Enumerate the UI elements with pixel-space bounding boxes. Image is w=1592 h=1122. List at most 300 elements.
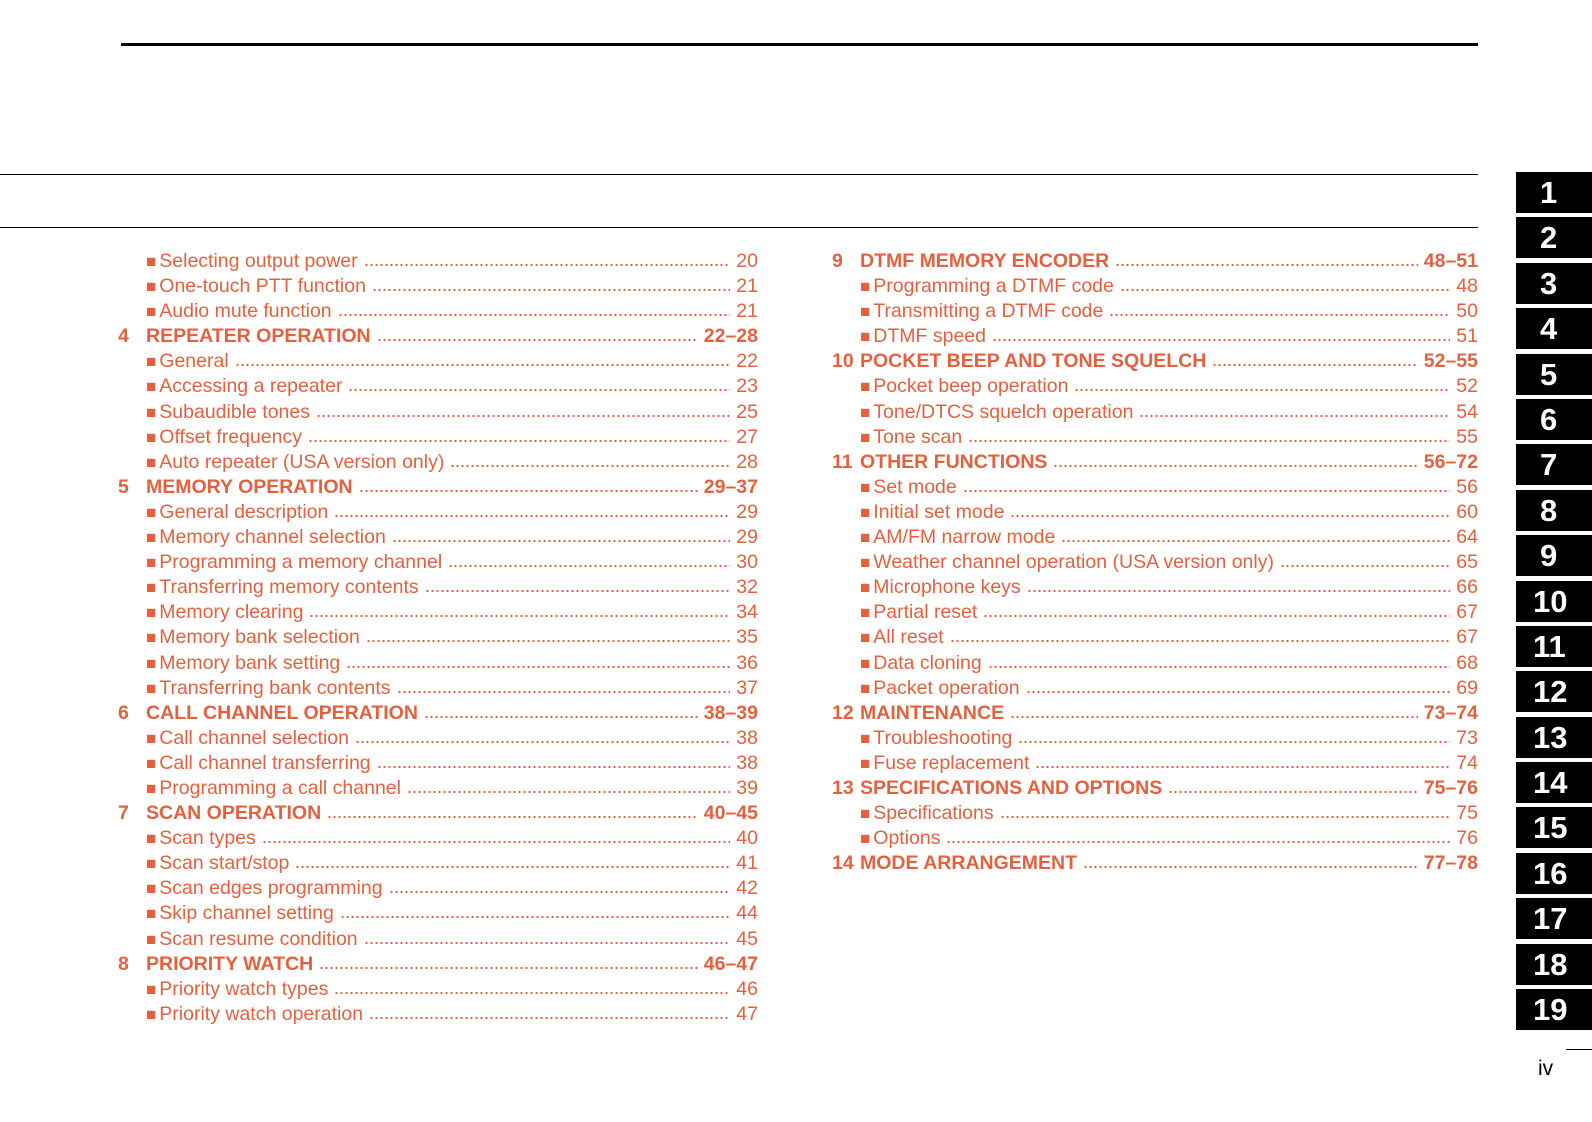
dot-leader — [450, 449, 730, 468]
dot-leader — [359, 474, 698, 493]
square-bullet-icon: ■ — [860, 377, 871, 397]
square-bullet-icon: ■ — [860, 327, 871, 347]
toc-section-entry[interactable] — [832, 499, 1478, 524]
page-number: 29 — [736, 500, 758, 523]
page-number: 67 — [1456, 601, 1478, 624]
chapter-number: 10 — [832, 350, 854, 373]
dot-leader — [327, 800, 698, 819]
toc-section-entry[interactable] — [118, 574, 758, 599]
dot-leader — [1026, 675, 1451, 694]
toc-section-entry[interactable] — [118, 524, 758, 549]
entry-title: Scan types — [159, 827, 256, 850]
page-number: 25 — [736, 400, 758, 423]
dot-leader — [295, 850, 730, 869]
square-bullet-icon: ■ — [860, 427, 871, 447]
square-bullet-icon: ■ — [146, 528, 157, 548]
page-number: 68 — [1456, 651, 1478, 674]
chapter-tab-2[interactable]: 2 — [1516, 217, 1592, 258]
square-bullet-icon: ■ — [860, 402, 871, 422]
dot-leader — [1115, 248, 1418, 267]
toc-section-entry[interactable] — [118, 1001, 758, 1026]
page-number: 76 — [1456, 827, 1478, 850]
toc-section-entry[interactable] — [118, 273, 758, 298]
entry-title: Accessing a repeater — [159, 375, 343, 398]
dot-leader — [392, 524, 730, 543]
square-bullet-icon: ■ — [146, 728, 157, 748]
page-number: 66 — [1456, 576, 1478, 599]
chapter-tab-17[interactable]: 17 — [1516, 898, 1592, 939]
folio-rule — [1566, 1049, 1592, 1050]
square-bullet-icon: ■ — [146, 678, 157, 698]
square-bullet-icon: ■ — [146, 277, 157, 297]
square-bullet-icon: ■ — [860, 578, 871, 598]
page-number: 34 — [736, 601, 758, 624]
toc-chapter-entry[interactable] — [118, 951, 758, 976]
square-bullet-icon: ■ — [146, 578, 157, 598]
square-bullet-icon: ■ — [146, 904, 157, 924]
toc-section-entry[interactable] — [118, 424, 758, 449]
chapter-number: 9 — [832, 250, 843, 272]
page-number: 45 — [736, 927, 758, 950]
chapter-number: 14 — [832, 852, 854, 875]
toc-section-entry[interactable] — [118, 449, 758, 474]
square-bullet-icon: ■ — [146, 402, 157, 422]
chapter-tab-5[interactable]: 5 — [1516, 354, 1592, 395]
toc-section-entry[interactable] — [832, 650, 1478, 675]
toc-section-entry[interactable] — [832, 399, 1478, 424]
page-number: 39 — [736, 776, 758, 799]
page-number: 23 — [736, 375, 758, 398]
square-bullet-icon: ■ — [146, 829, 157, 849]
toc-chapter-entry[interactable] — [118, 700, 758, 725]
chapter-tab-1[interactable]: 1 — [1516, 172, 1592, 213]
entry-title: Scan edges programming — [159, 877, 383, 900]
dot-leader — [1083, 850, 1418, 869]
toc-left-column — [118, 248, 758, 1026]
dot-leader — [946, 825, 1450, 844]
square-bullet-icon: ■ — [146, 553, 157, 573]
toc-section-entry[interactable] — [832, 424, 1478, 449]
toc-section-entry[interactable] — [832, 298, 1478, 323]
dot-leader — [992, 323, 1450, 342]
entry-title: MAINTENANCE — [860, 701, 1005, 724]
entry-title: Transferring memory contents — [159, 576, 419, 599]
toc-section-entry[interactable] — [832, 725, 1478, 750]
page-number: 73–74 — [1423, 701, 1478, 724]
toc-chapter-entry[interactable] — [832, 348, 1478, 373]
entry-title: Priority watch operation — [159, 1002, 364, 1025]
chapter-tab-4[interactable]: 4 — [1516, 308, 1592, 349]
entry-title: Call channel selection — [159, 726, 349, 749]
dot-leader — [366, 624, 731, 643]
chapter-number: 4 — [118, 325, 129, 348]
dot-leader — [316, 399, 730, 418]
dot-leader — [983, 599, 1450, 618]
page-number: 30 — [736, 551, 758, 574]
dot-leader — [355, 725, 730, 744]
square-bullet-icon: ■ — [860, 753, 871, 773]
dot-leader — [1280, 549, 1450, 568]
page-number: 52–55 — [1423, 350, 1478, 373]
page-number: 56–72 — [1423, 450, 1478, 473]
dot-leader — [1010, 499, 1450, 518]
entry-title: One-touch PTT function — [159, 275, 366, 298]
dot-leader — [235, 348, 731, 367]
square-bullet-icon: ■ — [860, 277, 871, 297]
toc-section-entry[interactable] — [118, 850, 758, 875]
dot-leader — [334, 499, 730, 518]
page-number: 46 — [736, 977, 758, 1000]
entry-title: Priority watch types — [159, 977, 329, 1000]
chapter-number: 7 — [118, 802, 129, 825]
dot-leader — [1035, 750, 1450, 769]
entry-title: POCKET BEEP AND TONE SQUELCH — [860, 350, 1207, 373]
entry-title: Audio mute function — [159, 300, 332, 323]
dot-leader — [1061, 524, 1450, 543]
page-number: 50 — [1456, 300, 1478, 323]
chapter-tab-11[interactable]: 11 — [1516, 626, 1592, 667]
toc-section-entry[interactable] — [118, 675, 758, 700]
square-bullet-icon: ■ — [146, 352, 157, 372]
chapter-number: 13 — [832, 776, 854, 799]
entry-title: Call channel transferring — [159, 751, 371, 774]
dot-leader — [950, 624, 1451, 643]
chapter-tab-10[interactable]: 10 — [1516, 581, 1592, 622]
toc-chapter-entry[interactable] — [832, 775, 1478, 800]
chapter-number: 11 — [832, 450, 853, 473]
page-number: 56 — [1456, 475, 1478, 498]
entry-title: Weather channel operation (USA version only) — [873, 551, 1274, 574]
page-number: 37 — [736, 676, 758, 699]
entry-title: Memory bank setting — [159, 651, 341, 674]
toc-section-entry[interactable] — [832, 599, 1478, 624]
toc-chapter-entry[interactable] — [832, 248, 1478, 273]
chapter-tab-18[interactable]: 18 — [1516, 944, 1592, 985]
page-number: 29 — [736, 526, 758, 549]
page-number: 73 — [1456, 726, 1478, 749]
toc-section-entry[interactable] — [832, 524, 1478, 549]
toc-chapter-entry[interactable] — [118, 474, 758, 499]
toc-section-entry[interactable] — [832, 675, 1478, 700]
square-bullet-icon: ■ — [146, 979, 157, 999]
dot-leader — [338, 298, 731, 317]
page-number: 35 — [736, 626, 758, 649]
page-folio: iv — [1538, 1057, 1554, 1080]
toc-section-entry[interactable] — [832, 800, 1478, 825]
page-number: 32 — [736, 576, 758, 599]
entry-title: Subaudible tones — [159, 400, 310, 423]
entry-title: MODE ARRANGEMENT — [860, 852, 1078, 875]
square-bullet-icon: ■ — [860, 603, 871, 623]
square-bullet-icon: ■ — [860, 528, 871, 548]
entry-title: Packet operation — [873, 676, 1020, 699]
dot-leader — [364, 926, 731, 945]
square-bullet-icon: ■ — [146, 653, 157, 673]
square-bullet-icon: ■ — [146, 603, 157, 623]
square-bullet-icon: ■ — [860, 804, 871, 824]
toc-section-entry[interactable] — [118, 348, 758, 373]
toc-section-entry[interactable] — [832, 323, 1478, 348]
toc-chapter-entry[interactable] — [832, 449, 1478, 474]
page-number: 60 — [1456, 500, 1478, 523]
square-bullet-icon: ■ — [146, 1004, 157, 1024]
toc-section-entry[interactable] — [832, 825, 1478, 850]
toc-chapter-entry[interactable] — [118, 323, 758, 348]
square-bullet-icon: ■ — [860, 678, 871, 698]
page-number: 38 — [736, 751, 758, 774]
chapter-tab-7[interactable]: 7 — [1516, 444, 1592, 485]
chapter-tab-16[interactable]: 16 — [1516, 853, 1592, 894]
dot-leader — [968, 424, 1450, 443]
toc-section-entry[interactable] — [118, 248, 758, 273]
dot-leader — [1074, 373, 1450, 392]
entry-title: DTMF speed — [873, 325, 986, 348]
page-number: 40 — [736, 827, 758, 850]
entry-title: AM/FM narrow mode — [873, 526, 1056, 549]
entry-title: Troubleshooting — [873, 726, 1013, 749]
chapter-number: 8 — [118, 952, 129, 975]
dot-leader — [348, 373, 730, 392]
entry-title: Scan start/stop — [159, 852, 290, 875]
page-number: 22–28 — [703, 325, 758, 348]
square-bullet-icon: ■ — [146, 302, 157, 322]
page-number: 21 — [736, 275, 758, 298]
dot-leader — [372, 273, 730, 292]
toc-section-entry[interactable] — [832, 549, 1478, 574]
dot-leader — [963, 474, 1451, 493]
entry-title: Selecting output power — [159, 250, 358, 272]
chapter-tab-3[interactable]: 3 — [1516, 263, 1592, 304]
entry-title: Memory bank selection — [159, 626, 360, 649]
toc-section-entry[interactable] — [118, 875, 758, 900]
dot-leader — [262, 825, 731, 844]
entry-title: General description — [159, 500, 329, 523]
page-number: 40–45 — [703, 802, 758, 825]
toc-section-entry[interactable] — [118, 926, 758, 951]
toc-section-entry[interactable] — [118, 399, 758, 424]
dot-leader — [1018, 725, 1450, 744]
dot-leader — [369, 1001, 730, 1020]
toc-section-entry[interactable] — [832, 373, 1478, 398]
page-number: 51 — [1456, 325, 1478, 348]
toc-section-entry[interactable] — [832, 750, 1478, 775]
square-bullet-icon: ■ — [860, 502, 871, 522]
page-number: 28 — [736, 450, 758, 473]
chapter-number: 5 — [118, 475, 129, 498]
entry-title: All reset — [873, 626, 944, 649]
square-bullet-icon: ■ — [146, 252, 157, 271]
dot-leader — [1212, 348, 1417, 367]
dot-leader — [397, 675, 731, 694]
chapter-tab-13[interactable]: 13 — [1516, 717, 1592, 758]
dot-leader — [309, 599, 730, 618]
toc-section-entry[interactable] — [118, 900, 758, 925]
page-number: 22 — [736, 350, 758, 373]
dot-leader — [1120, 273, 1450, 292]
dot-leader — [308, 424, 730, 443]
page-number: 48–51 — [1423, 250, 1478, 272]
entry-title: Tone/DTCS squelch operation — [873, 400, 1134, 423]
page-number: 42 — [736, 877, 758, 900]
page-number: 20 — [736, 250, 758, 272]
entry-title: DTMF MEMORY ENCODER — [860, 250, 1110, 272]
page-number: 46–47 — [703, 952, 758, 975]
entry-title: PRIORITY WATCH — [146, 952, 314, 975]
square-bullet-icon: ■ — [146, 628, 157, 648]
entry-title: Transmitting a DTMF code — [873, 300, 1104, 323]
square-bullet-icon: ■ — [146, 377, 157, 397]
page-number: 55 — [1456, 425, 1478, 448]
dot-leader — [1168, 775, 1417, 794]
toc-chapter-entry[interactable] — [832, 850, 1478, 875]
entry-title: Programming a memory channel — [159, 551, 443, 574]
toc-right-column — [832, 248, 1478, 875]
chapter-tab-strip — [1516, 172, 1592, 1034]
chapter-tab-15[interactable]: 15 — [1516, 807, 1592, 848]
entry-title: Data cloning — [873, 651, 982, 674]
toc-section-entry[interactable] — [118, 825, 758, 850]
entry-title: Specifications — [873, 802, 994, 825]
page-number: 21 — [736, 300, 758, 323]
dot-leader — [377, 750, 731, 769]
header-rule-upper — [0, 174, 1478, 175]
square-bullet-icon: ■ — [860, 829, 871, 849]
entry-title: Microphone keys — [873, 576, 1021, 599]
toc-section-entry[interactable] — [118, 549, 758, 574]
toc-chapter-entry[interactable] — [832, 700, 1478, 725]
square-bullet-icon: ■ — [860, 653, 871, 673]
entry-title: Skip channel setting — [159, 902, 334, 925]
dot-leader — [346, 650, 730, 669]
dot-leader — [377, 323, 698, 342]
toc-section-entry[interactable] — [118, 298, 758, 323]
page-number: 77–78 — [1423, 852, 1478, 875]
page-number: 38 — [736, 726, 758, 749]
dot-leader — [1109, 298, 1450, 317]
page-number: 47 — [736, 1002, 758, 1025]
entry-title: Pocket beep operation — [873, 375, 1069, 398]
toc-section-entry[interactable] — [118, 499, 758, 524]
chapter-tab-9[interactable]: 9 — [1516, 535, 1592, 576]
square-bullet-icon: ■ — [146, 452, 157, 472]
entry-title: Memory clearing — [159, 601, 304, 624]
dot-leader — [1000, 800, 1451, 819]
dot-leader — [364, 248, 731, 267]
toc-section-entry[interactable] — [118, 976, 758, 1001]
chapter-number: 12 — [832, 701, 854, 724]
page-number: 41 — [736, 852, 758, 875]
entry-title: Options — [873, 827, 941, 850]
dot-leader — [319, 951, 698, 970]
chapter-tab-6[interactable]: 6 — [1516, 399, 1592, 440]
dot-leader — [424, 700, 698, 719]
toc-section-entry[interactable] — [832, 273, 1478, 298]
entry-title: Initial set mode — [873, 500, 1005, 523]
toc-section-entry[interactable] — [832, 574, 1478, 599]
toc-section-entry[interactable] — [118, 725, 758, 750]
page-number: 64 — [1456, 526, 1478, 549]
page-number: 65 — [1456, 551, 1478, 574]
entry-title: REPEATER OPERATION — [146, 325, 371, 348]
entry-title: MEMORY OPERATION — [146, 475, 353, 498]
entry-title: Partial reset — [873, 601, 978, 624]
chapter-tab-14[interactable]: 14 — [1516, 762, 1592, 803]
toc-chapter-entry[interactable] — [118, 800, 758, 825]
entry-title: General — [159, 350, 229, 373]
dot-leader — [407, 775, 730, 794]
toc-section-entry[interactable] — [118, 775, 758, 800]
square-bullet-icon: ■ — [146, 879, 157, 899]
square-bullet-icon: ■ — [146, 753, 157, 773]
entry-title: Scan resume condition — [159, 927, 358, 950]
entry-title: Memory channel selection — [159, 526, 386, 549]
dot-leader — [1139, 399, 1450, 418]
square-bullet-icon: ■ — [860, 477, 871, 497]
dot-leader — [340, 900, 730, 919]
chapter-tab-8[interactable]: 8 — [1516, 490, 1592, 531]
page-number: 54 — [1456, 400, 1478, 423]
entry-title: Fuse replacement — [873, 751, 1030, 774]
dot-leader — [1053, 449, 1417, 468]
square-bullet-icon: ■ — [146, 427, 157, 447]
square-bullet-icon: ■ — [146, 778, 157, 798]
page-number: 75–76 — [1423, 776, 1478, 799]
toc-section-entry[interactable] — [118, 373, 758, 398]
page-number: 29–37 — [703, 475, 758, 498]
entry-title: Tone scan — [873, 425, 963, 448]
top-rule — [121, 43, 1478, 46]
square-bullet-icon: ■ — [860, 553, 871, 573]
dot-leader — [1010, 700, 1418, 719]
dot-leader — [389, 875, 731, 894]
chapter-tab-19[interactable]: 19 — [1516, 989, 1592, 1030]
toc-section-entry[interactable] — [832, 624, 1478, 649]
entry-title: SCAN OPERATION — [146, 802, 322, 825]
page-number: 67 — [1456, 626, 1478, 649]
square-bullet-icon: ■ — [860, 628, 871, 648]
dot-leader — [425, 574, 731, 593]
page-number: 38–39 — [703, 701, 758, 724]
chapter-tab-12[interactable]: 12 — [1516, 671, 1592, 712]
toc-section-entry[interactable] — [832, 474, 1478, 499]
dot-leader — [448, 549, 730, 568]
dot-leader — [334, 976, 730, 995]
entry-title: Set mode — [873, 475, 957, 498]
header-rule-lower — [0, 227, 1478, 228]
page-number: 75 — [1456, 802, 1478, 825]
page-number: 69 — [1456, 676, 1478, 699]
page-number: 48 — [1456, 275, 1478, 298]
entry-title: Programming a DTMF code — [873, 275, 1114, 298]
square-bullet-icon: ■ — [146, 854, 157, 874]
square-bullet-icon: ■ — [860, 728, 871, 748]
entry-title: SPECIFICATIONS AND OPTIONS — [860, 776, 1163, 799]
entry-title: Auto repeater (USA version only) — [159, 450, 445, 473]
square-bullet-icon: ■ — [860, 302, 871, 322]
entry-title: Programming a call channel — [159, 776, 401, 799]
toc-section-entry[interactable] — [118, 650, 758, 675]
toc-section-entry[interactable] — [118, 750, 758, 775]
toc-section-entry[interactable] — [118, 599, 758, 624]
page-number: 52 — [1456, 375, 1478, 398]
page-number: 44 — [736, 902, 758, 925]
square-bullet-icon: ■ — [146, 502, 157, 522]
entry-title: Transferring bank contents — [159, 676, 391, 699]
dot-leader — [1027, 574, 1451, 593]
toc-section-entry[interactable] — [118, 624, 758, 649]
page-number: 74 — [1456, 751, 1478, 774]
page-number: 27 — [736, 425, 758, 448]
